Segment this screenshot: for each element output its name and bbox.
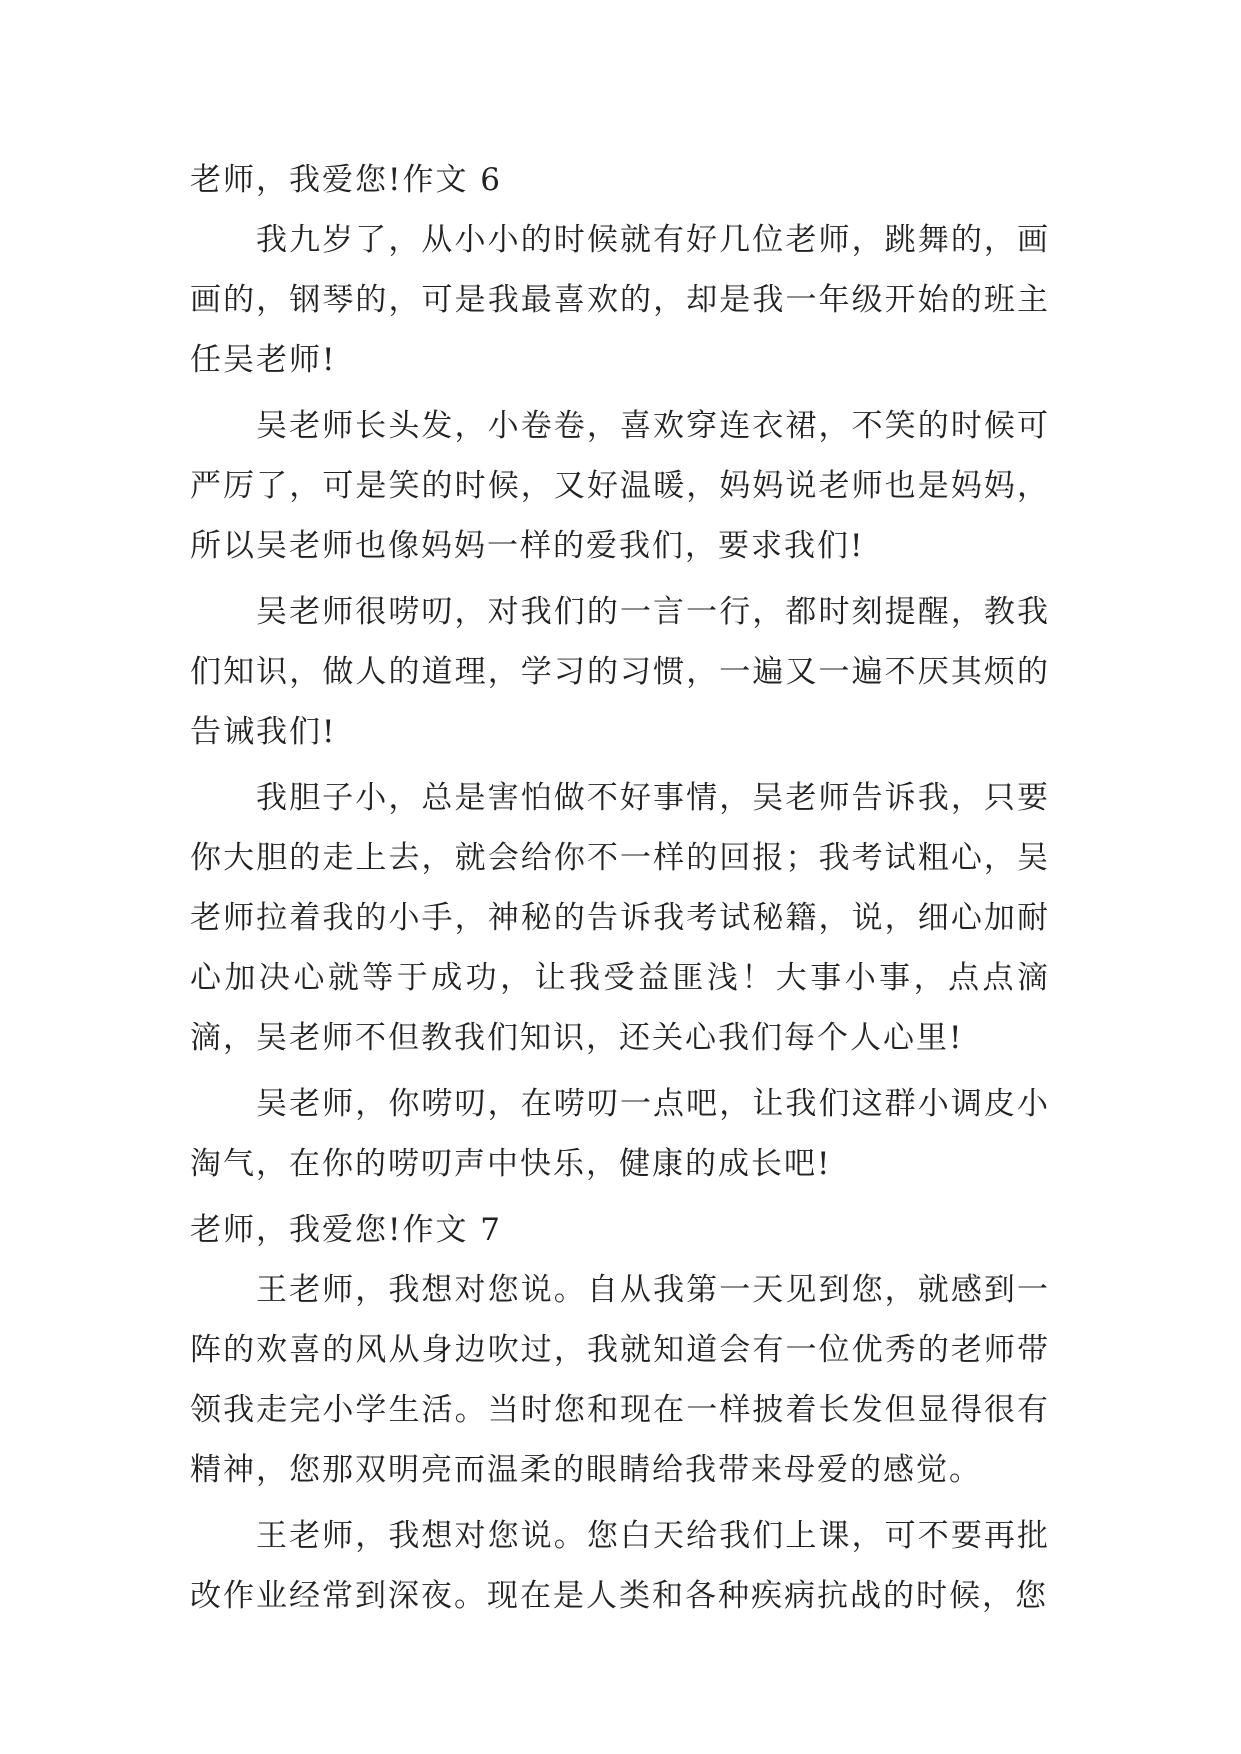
essay-section-6 [190, 150, 1050, 1194]
essay-paragraph: 吴老师长头发，小卷卷，喜欢穿连衣裙，不笑的时候可严厉了，可是笑的时候，又好温暖，妈妈说老师也是妈妈，所以吴老师也像妈妈一样的爱我们，要求我们! [190, 408, 1050, 564]
essay-paragraph: 吴老师，你唠叨，在唠叨一点吧，让我们这群小调皮小淘气，在你的唠叨声中快乐，健康的成长吧! [190, 1086, 1050, 1182]
essay-paragraph: 王老师，我想对您说。自从我第一天见到您，就感到一阵的欢喜的风从身边吹过，我就知道会有一位优秀的老师带领我走完小学生活。当时您和现在一样披着长发但显得很有精神，您那双明亮而温柔的眼睛给我带来母爱的感觉。 [190, 1272, 1050, 1488]
essay-section-7 [190, 1200, 1050, 1626]
essay-paragraph: 吴老师很唠叨，对我们的一言一行，都时刻提醒，教我们知识，做人的道理，学习的习惯，一遍又一遍不厌其烦的告诫我们! [190, 594, 1050, 750]
document-page [190, 150, 1050, 1632]
essay-title: 老师，我爱您!作文 6 [190, 162, 503, 198]
essay-paragraph: 王老师，我想对您说。您白天给我们上课，可不要再批改作业经常到深夜。现在是人类和各种疾病抗战的时候，您 [190, 1518, 1050, 1614]
essay-paragraph: 我胆子小，总是害怕做不好事情，吴老师告诉我，只要你大胆的走上去，就会给你不一样的回报；我考试粗心，吴老师拉着我的小手，神秘的告诉我考试秘籍，说，细心加耐心加决心就等于成功，让我受益匪浅！大事小事，点点滴滴，吴老师不但教我们知识，还关心我们每个人心里! [190, 780, 1050, 1056]
essay-paragraph: 我九岁了，从小小的时候就有好几位老师，跳舞的，画画的，钢琴的，可是我最喜欢的，却是我一年级开始的班主任吴老师! [190, 222, 1050, 378]
essay-title: 老师，我爱您!作文 7 [190, 1212, 503, 1248]
